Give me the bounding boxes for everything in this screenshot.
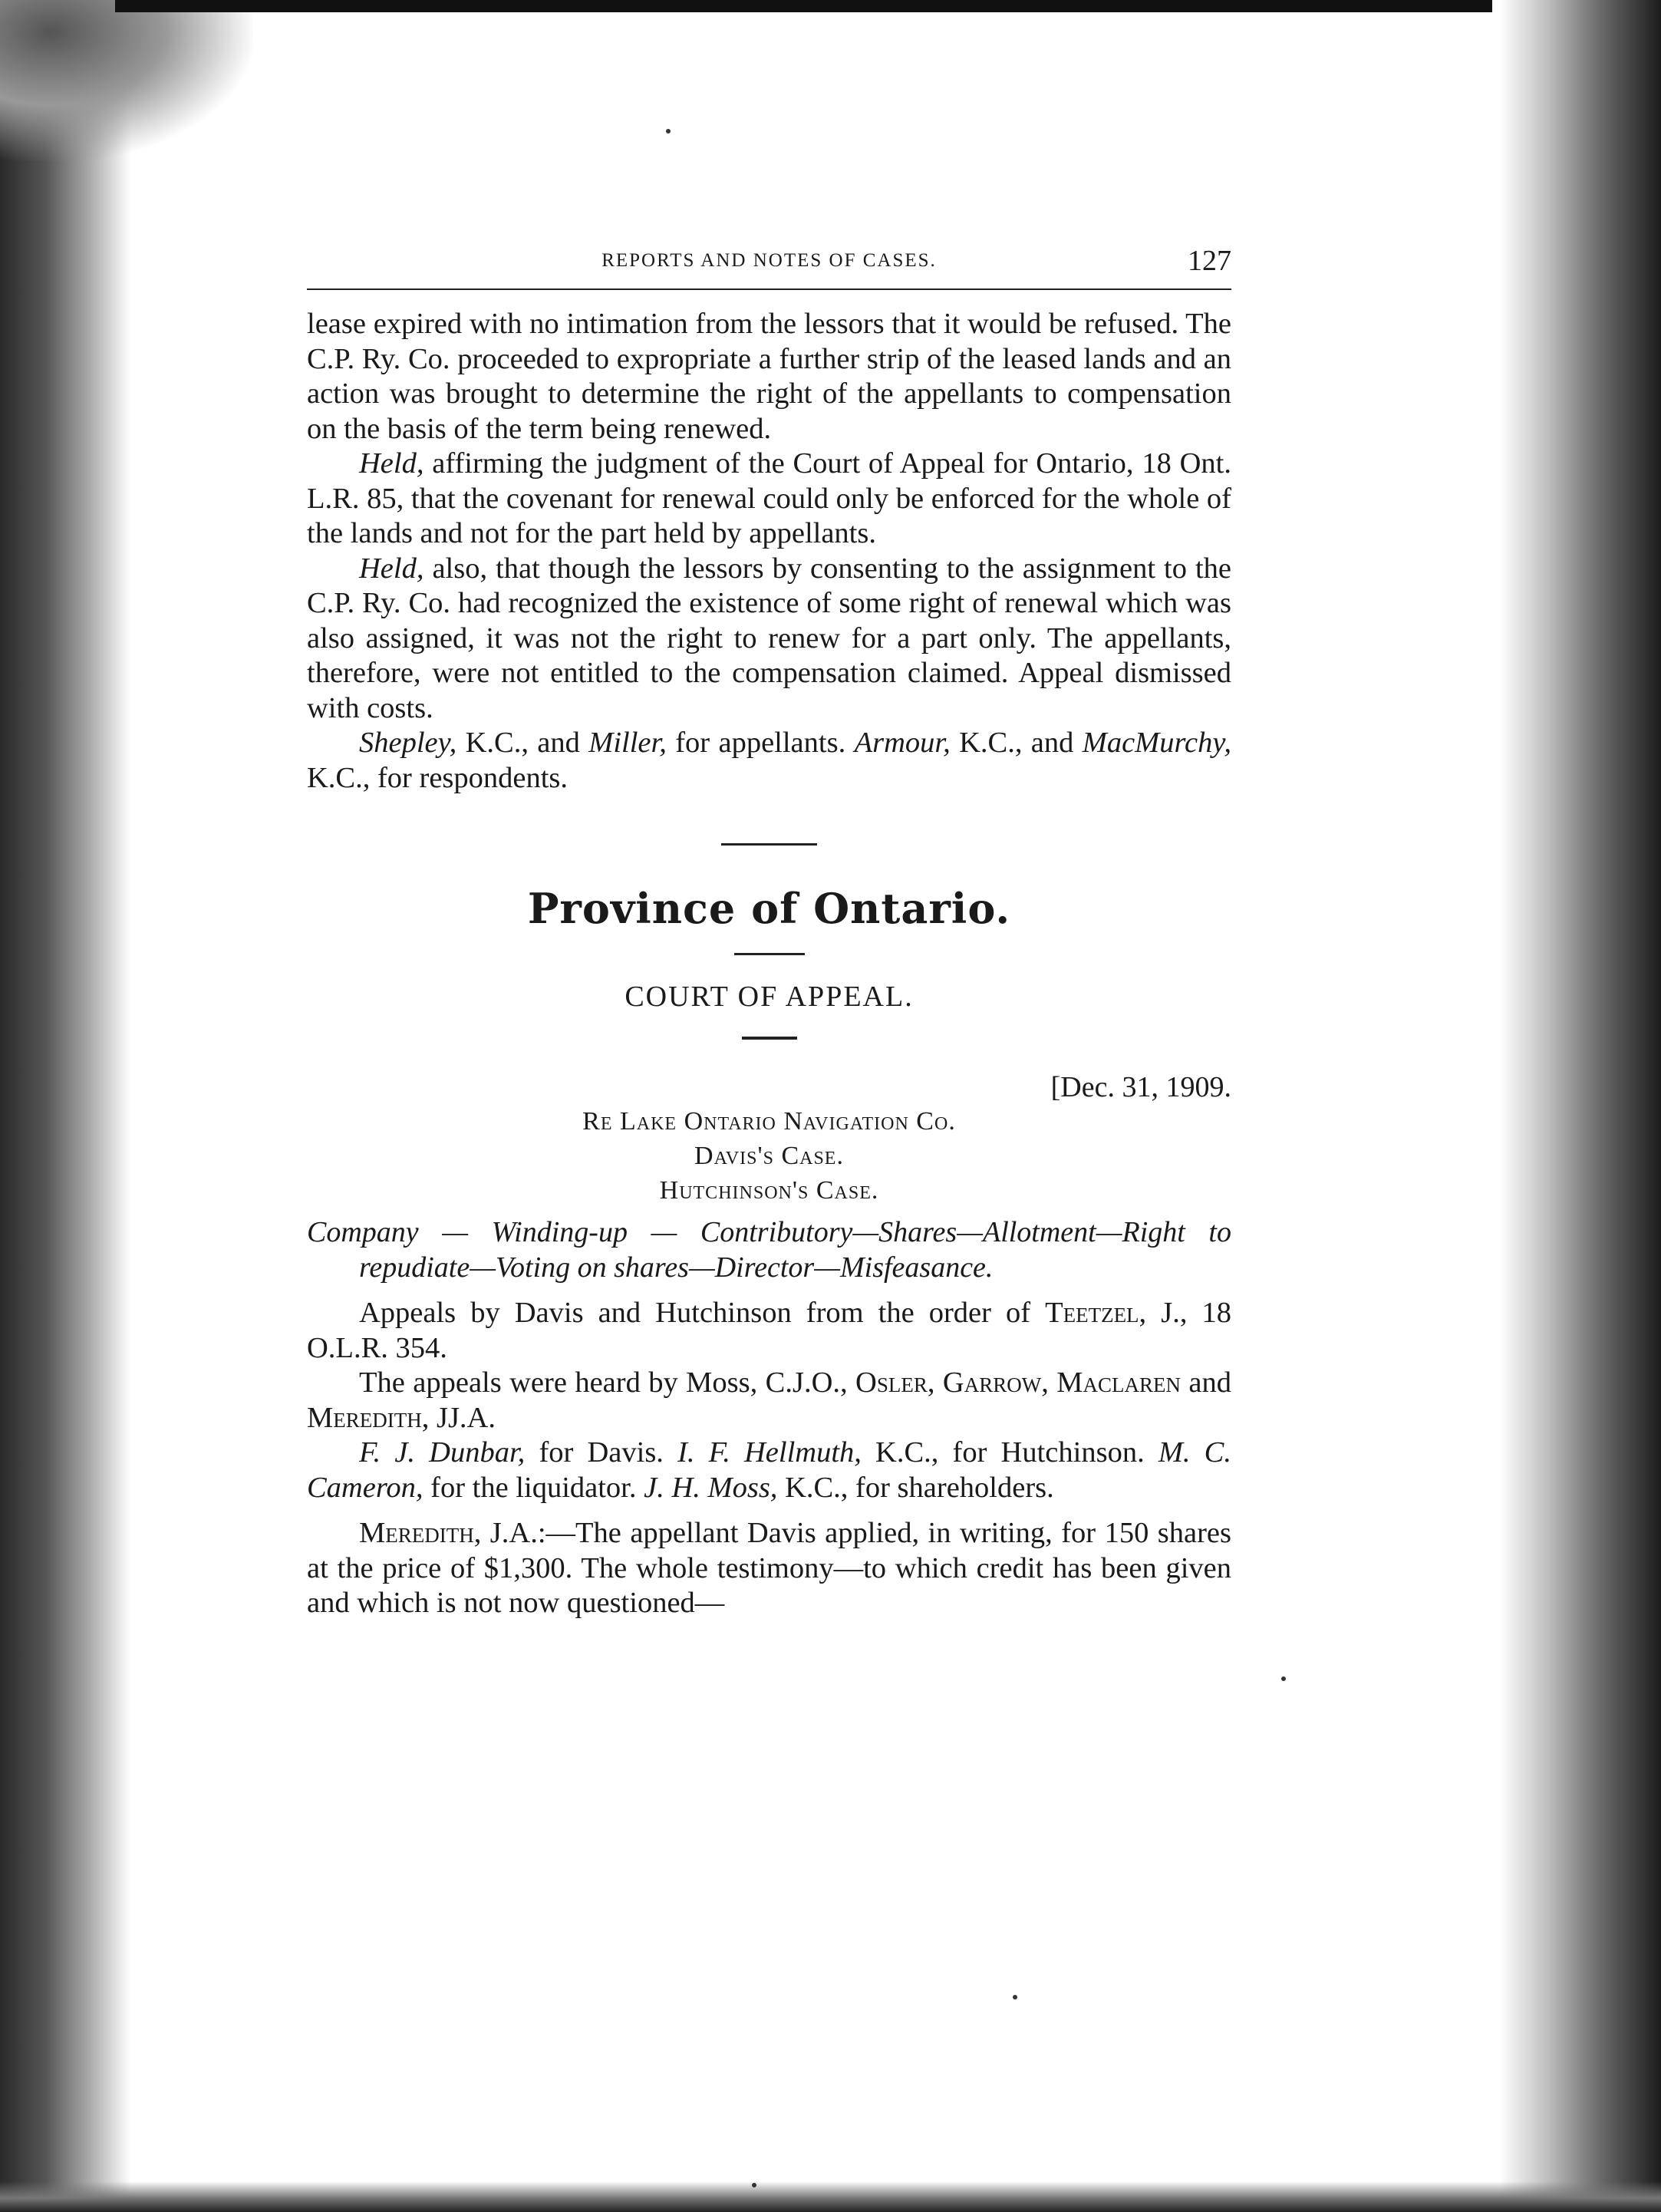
scan-corner-blot xyxy=(0,0,253,161)
paragraph: Appeals by Davis and Hutchinson from the order of Teetzel, J., 18 O.L.R. 354. xyxy=(307,1297,1231,1364)
case-subtitle: Davis's Case. xyxy=(694,1142,844,1170)
paragraph: lease expired with no intimation from the lessors that it would be refused. The C.P. Ry. Co. proceeded to expropriate a further strip of the leased lands and an action was brought to determine the right of the appellants to compensation on the basis of the term being renewed. xyxy=(307,308,1231,445)
page-content xyxy=(307,244,1231,1621)
scan-speck xyxy=(666,129,671,134)
counsel-paragraph: F. J. Dunbar, for Davis. I. F. Hellmuth, K.C., for Hutchinson. M. C. Cameron, for the liquidator. J. H. Moss, K.C., for shareholders. xyxy=(307,1436,1231,1504)
section-rule xyxy=(721,843,817,846)
scan-speck xyxy=(1013,1995,1017,1999)
section-rule xyxy=(742,1037,797,1040)
case-title: Re Lake Ontario Navigation Co. xyxy=(582,1107,956,1136)
case-date: [Dec. 31, 1909. xyxy=(1050,1071,1231,1103)
paragraph: The appeals were heard by Moss, C.J.O., Osler, Garrow, Maclaren and Meredith, JJ.A. xyxy=(307,1366,1231,1434)
scan-bottom-edge xyxy=(0,2181,1661,2212)
section-rule xyxy=(734,953,805,955)
scan-speck xyxy=(1281,1676,1286,1681)
scan-top-edge xyxy=(115,0,1492,12)
scan-speck xyxy=(752,2183,756,2187)
paragraph: Held, affirming the judgment of the Court of Appeal for Ontario, 18 Ont. L.R. 85, that the covenant for renewal could only be enforced for the whole of the lands and not for the part held by appellants. xyxy=(307,447,1231,549)
court-heading: COURT OF APPEAL. xyxy=(625,981,914,1013)
province-heading: Province of Ontario. xyxy=(527,884,1011,933)
running-title: REPORTS AND NOTES OF CASES. xyxy=(601,250,937,271)
case-subtitle: Hutchinson's Case. xyxy=(659,1176,879,1205)
header-rule xyxy=(307,288,1231,290)
counsel-paragraph: Shepley, K.C., and Miller, for appellants. Armour, K.C., and MacMurchy, K.C., for respondents. xyxy=(307,727,1231,794)
scan-left-edge xyxy=(0,0,130,2212)
paragraph: Held, also, that though the lessors by consenting to the assignment to the C.P. Ry. Co. had recognized the existence of some right of renewal which was also assigned, it was not the right to renew for a part only. The appellants, therefore, were not entitled to the compensation claimed. Appeal dismissed with costs. xyxy=(307,552,1231,724)
page-number: 127 xyxy=(1188,245,1231,277)
headnote: Company — Winding-up — Contributory—Shares—Allotment—Right to repudiate—Voting on shares—Director—Misfeasance. xyxy=(307,1216,1231,1284)
scan-right-edge xyxy=(1500,0,1661,2212)
judgment-paragraph: Meredith, J.A.:—The appellant Davis applied, in writing, for 150 shares at the price of $1,300. The whole testimony—to which credit has been given and which is not now questioned— xyxy=(307,1517,1231,1619)
running-head xyxy=(307,244,1231,278)
